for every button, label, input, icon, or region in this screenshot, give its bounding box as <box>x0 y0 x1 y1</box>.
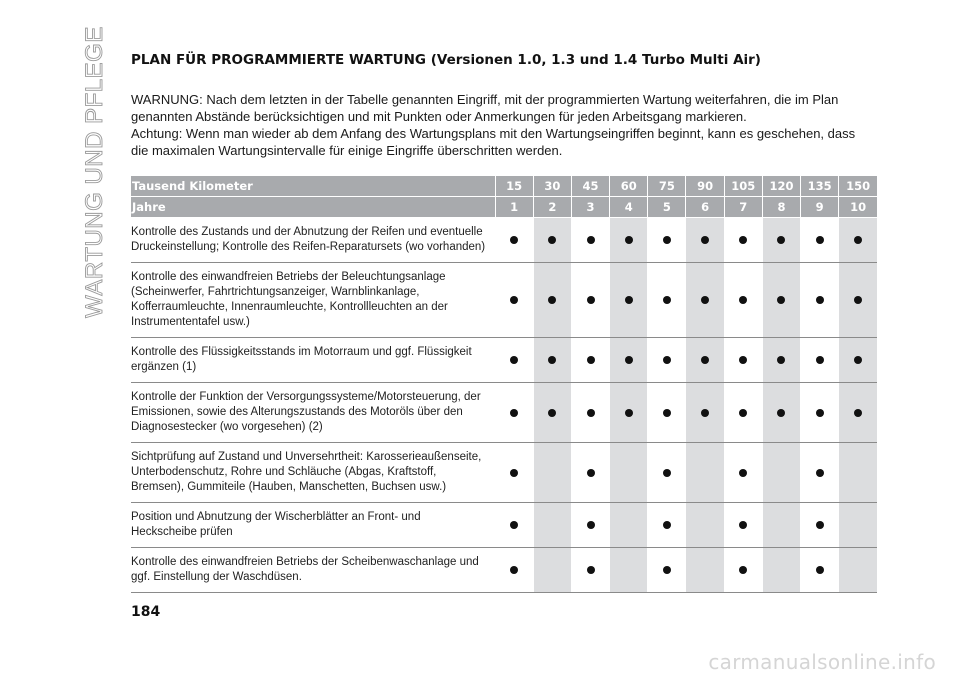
interval-cell <box>762 443 800 503</box>
interval-cell <box>686 443 724 503</box>
interval-cell <box>724 503 762 548</box>
interval-cell <box>571 443 609 503</box>
page-number: 184 <box>131 604 161 620</box>
interval-cell <box>648 338 686 383</box>
interval-cell <box>495 338 533 383</box>
interval-cell <box>724 443 762 503</box>
interval-cell <box>533 263 571 338</box>
service-dot-icon <box>663 236 671 244</box>
service-dot-icon <box>739 356 747 364</box>
header-years-cell: 5 <box>648 197 686 218</box>
service-dot-icon <box>625 296 633 304</box>
interval-cell <box>495 548 533 593</box>
interval-cell <box>686 548 724 593</box>
service-dot-icon <box>548 356 556 364</box>
service-dot-icon <box>587 566 595 574</box>
table-row <box>131 263 877 338</box>
task-description: Sichtprüfung auf Zustand und Unversehrtheit: Karosserieaußenseite, Unterbodenschutz, Rohre und Schläuche (Abgas, Kraftstoff, Bremsen), Gummiteile (Hauben, Manschetten, Buchsen usw.) <box>131 443 495 503</box>
header-kilometers-cell: 90 <box>686 176 724 197</box>
interval-cell <box>533 548 571 593</box>
service-dot-icon <box>854 236 862 244</box>
interval-cell <box>648 383 686 443</box>
service-dot-icon <box>701 236 709 244</box>
interval-cell <box>495 503 533 548</box>
section-side-label-text: WARTUNG UND PFLEGE <box>81 26 109 318</box>
interval-cell <box>648 218 686 263</box>
service-dot-icon <box>587 521 595 529</box>
interval-cell <box>686 338 724 383</box>
interval-cell <box>571 218 609 263</box>
interval-cell <box>839 548 877 593</box>
service-dot-icon <box>854 356 862 364</box>
service-dot-icon <box>739 469 747 477</box>
interval-cell <box>610 548 648 593</box>
service-dot-icon <box>663 296 671 304</box>
service-dot-icon <box>739 566 747 574</box>
service-dot-icon <box>548 296 556 304</box>
header-kilometers-cell: 75 <box>648 176 686 197</box>
header-years-cell: 9 <box>801 197 839 218</box>
header-kilometers-label: Tausend Kilometer <box>131 176 495 197</box>
service-dot-icon <box>816 566 824 574</box>
header-kilometers-cell: 150 <box>839 176 877 197</box>
header-years-label: Jahre <box>131 197 495 218</box>
interval-cell <box>571 383 609 443</box>
interval-cell <box>610 263 648 338</box>
table-row <box>131 218 877 263</box>
service-dot-icon <box>777 236 785 244</box>
service-dot-icon <box>701 356 709 364</box>
interval-cell <box>610 338 648 383</box>
service-dot-icon <box>854 409 862 417</box>
interval-cell <box>648 263 686 338</box>
interval-cell <box>686 263 724 338</box>
service-dot-icon <box>625 236 633 244</box>
interval-cell <box>610 383 648 443</box>
header-years-cell: 10 <box>839 197 877 218</box>
header-kilometers-cell: 135 <box>801 176 839 197</box>
interval-cell <box>762 263 800 338</box>
interval-cell <box>839 263 877 338</box>
interval-cell <box>724 548 762 593</box>
service-dot-icon <box>548 409 556 417</box>
interval-cell <box>724 218 762 263</box>
service-dot-icon <box>663 469 671 477</box>
table-row <box>131 548 877 593</box>
interval-cell <box>724 338 762 383</box>
service-dot-icon <box>739 236 747 244</box>
interval-cell <box>762 338 800 383</box>
interval-cell <box>801 503 839 548</box>
header-kilometers-cell: 105 <box>724 176 762 197</box>
watermark: carmanualsonline.info <box>708 650 936 674</box>
service-dot-icon <box>663 356 671 364</box>
header-kilometers-cell: 15 <box>495 176 533 197</box>
service-dot-icon <box>777 356 785 364</box>
task-description: Kontrolle des Zustands und der Abnutzung der Reifen und eventuelle Druckeinstellung; Kontrolle des Reifen-Reparatursets (wo vorhanden) <box>131 218 495 263</box>
maintenance-schedule-table <box>131 176 877 593</box>
service-dot-icon <box>510 566 518 574</box>
service-dot-icon <box>816 296 824 304</box>
interval-cell <box>801 218 839 263</box>
service-dot-icon <box>777 409 785 417</box>
header-years <box>131 197 877 218</box>
task-description: Kontrolle des einwandfreien Betriebs der Scheibenwaschanlage und ggf. Einstellung der Waschdüsen. <box>131 548 495 593</box>
service-dot-icon <box>854 296 862 304</box>
table-row <box>131 503 877 548</box>
header-years-cell: 2 <box>533 197 571 218</box>
warning-paragraph: WARNUNG: Nach dem letzten in der Tabelle genannten Eingriff, mit der programmierten Wartung weiterfahren, die im Plan genannten Abstände berücksichtigen und mit Punkten oder Anmerkungen für jeden Arbeitsgang markieren. <box>131 92 839 124</box>
service-dot-icon <box>663 521 671 529</box>
interval-cell <box>648 548 686 593</box>
task-description: Kontrolle der Funktion der Versorgungssysteme/Motorsteuerung, der Emissionen, sowie des Alterungszustands des Motoröls über den Diagnosestecker (wo vorgesehen) (2) <box>131 383 495 443</box>
header-kilometers-cell: 120 <box>762 176 800 197</box>
interval-cell <box>648 443 686 503</box>
interval-cell <box>533 443 571 503</box>
interval-cell <box>762 548 800 593</box>
table-row <box>131 338 877 383</box>
interval-cell <box>495 443 533 503</box>
service-dot-icon <box>510 296 518 304</box>
service-dot-icon <box>625 356 633 364</box>
interval-cell <box>648 503 686 548</box>
service-dot-icon <box>816 521 824 529</box>
interval-cell <box>801 338 839 383</box>
interval-cell <box>495 263 533 338</box>
header-kilometers <box>131 176 877 197</box>
interval-cell <box>571 503 609 548</box>
header-years-cell: 3 <box>571 197 609 218</box>
service-dot-icon <box>587 236 595 244</box>
interval-cell <box>533 338 571 383</box>
interval-cell <box>839 383 877 443</box>
interval-cell <box>686 383 724 443</box>
service-dot-icon <box>816 236 824 244</box>
service-dot-icon <box>548 236 556 244</box>
service-dot-icon <box>701 409 709 417</box>
table-row <box>131 443 877 503</box>
interval-cell <box>571 338 609 383</box>
interval-cell <box>839 338 877 383</box>
service-dot-icon <box>510 356 518 364</box>
interval-cell <box>839 503 877 548</box>
task-description: Kontrolle des Flüssigkeitsstands im Motorraum und ggf. Flüssigkeit ergänzen (1) <box>131 338 495 383</box>
service-dot-icon <box>510 236 518 244</box>
interval-cell <box>610 503 648 548</box>
interval-cell <box>801 548 839 593</box>
interval-cell <box>610 443 648 503</box>
interval-cell <box>801 263 839 338</box>
service-dot-icon <box>510 469 518 477</box>
interval-cell <box>762 503 800 548</box>
task-description: Position und Abnutzung der Wischerblätter an Front- und Heckscheibe prüfen <box>131 503 495 548</box>
service-dot-icon <box>701 296 709 304</box>
section-side-label <box>80 26 110 318</box>
interval-cell <box>610 218 648 263</box>
interval-cell <box>495 383 533 443</box>
interval-cell <box>839 443 877 503</box>
service-dot-icon <box>587 356 595 364</box>
attention-paragraph: Achtung: Wenn man wieder ab dem Anfang des Wartungsplans mit den Wartungseingriffen beginnt, kann es geschehen, dass die maximalen Wartungsintervalle für einige Eingriffe überschritten werden. <box>131 126 856 158</box>
header-years-cell: 1 <box>495 197 533 218</box>
interval-cell <box>724 263 762 338</box>
interval-cell <box>571 263 609 338</box>
interval-cell <box>533 503 571 548</box>
interval-cell <box>533 218 571 263</box>
service-dot-icon <box>663 566 671 574</box>
service-dot-icon <box>625 409 633 417</box>
service-dot-icon <box>510 409 518 417</box>
header-years-cell: 6 <box>686 197 724 218</box>
interval-cell <box>762 383 800 443</box>
service-dot-icon <box>587 469 595 477</box>
interval-cell <box>571 548 609 593</box>
service-dot-icon <box>739 409 747 417</box>
header-years-cell: 8 <box>762 197 800 218</box>
header-years-cell: 4 <box>610 197 648 218</box>
interval-cell <box>801 443 839 503</box>
service-dot-icon <box>816 356 824 364</box>
service-dot-icon <box>777 296 785 304</box>
header-kilometers-cell: 30 <box>533 176 571 197</box>
service-dot-icon <box>663 409 671 417</box>
interval-cell <box>724 383 762 443</box>
interval-cell <box>801 383 839 443</box>
header-kilometers-cell: 45 <box>571 176 609 197</box>
service-dot-icon <box>587 409 595 417</box>
interval-cell <box>686 218 724 263</box>
interval-cell <box>762 218 800 263</box>
interval-cell <box>839 218 877 263</box>
interval-cell <box>533 383 571 443</box>
service-dot-icon <box>510 521 518 529</box>
service-dot-icon <box>739 296 747 304</box>
interval-cell <box>495 218 533 263</box>
page-title: PLAN FÜR PROGRAMMIERTE WARTUNG (Versionen 1.0, 1.3 und 1.4 Turbo Multi Air) <box>131 52 761 68</box>
service-dot-icon <box>816 469 824 477</box>
table-row <box>131 383 877 443</box>
task-description: Kontrolle des einwandfreien Betriebs der Beleuchtungsanlage (Scheinwerfer, Fahrtrichtungsanzeiger, Warnblinkanlage, Kofferraumleuchte, Innenraumleuchte, Kontrollleuchten an der Instrumententafel usw.) <box>131 263 495 338</box>
service-dot-icon <box>739 521 747 529</box>
header-years-cell: 7 <box>724 197 762 218</box>
header-kilometers-cell: 60 <box>610 176 648 197</box>
service-dot-icon <box>587 296 595 304</box>
service-dot-icon <box>816 409 824 417</box>
interval-cell <box>686 503 724 548</box>
